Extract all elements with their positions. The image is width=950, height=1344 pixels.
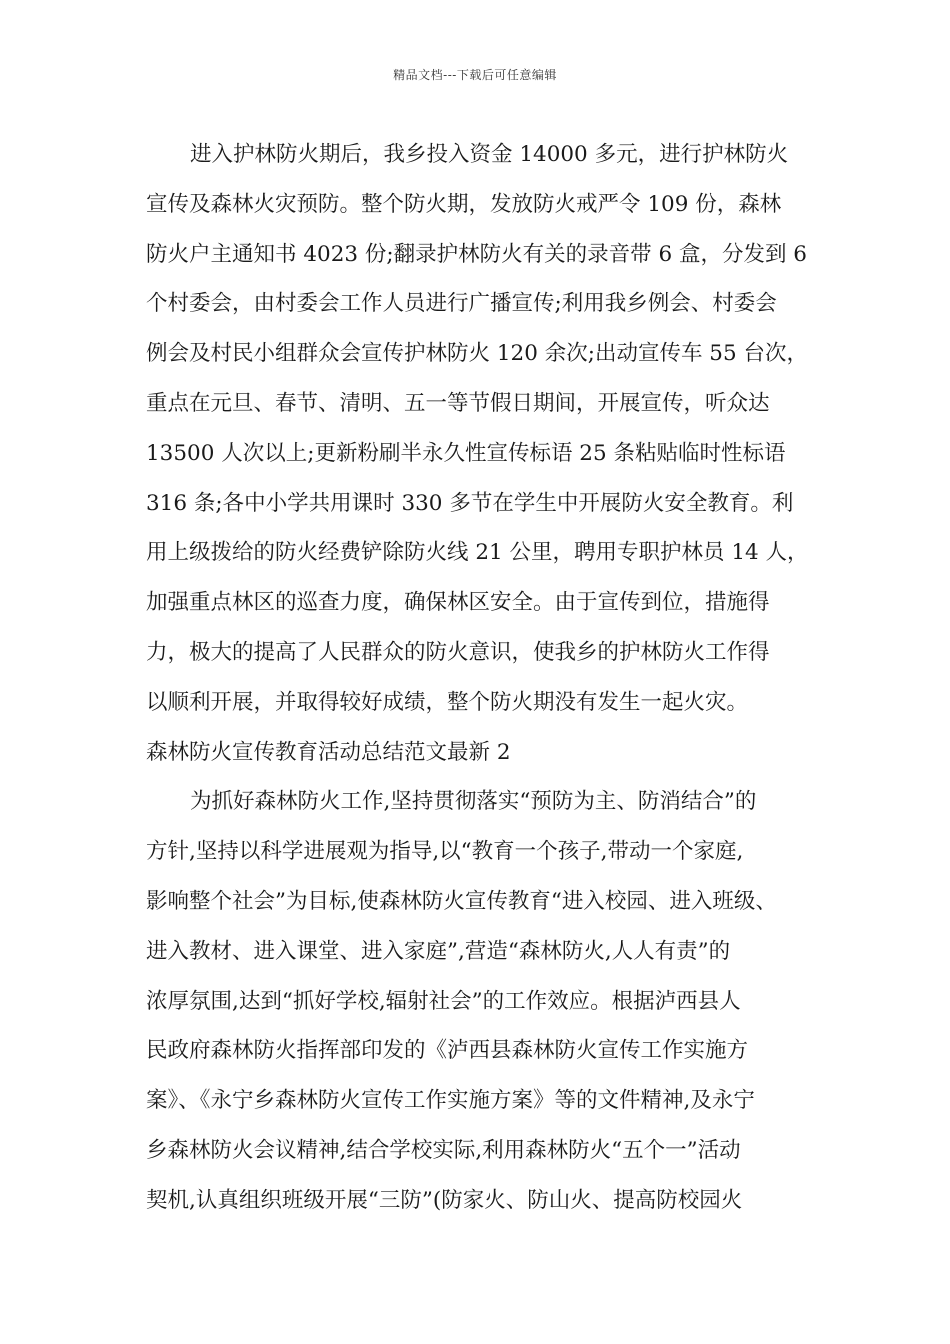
paragraph-1-line: 个村委会，由村委会工作人员进行广播宣传;利用我乡例会、村委会 [146,291,777,317]
paragraph-1-line: 13500 人次以上;更新粉刷半永久性宣传标语 25 条粘贴临时性标语 [146,440,786,466]
paragraph-1-line: 例会及村民小组群众会宣传护林防火 120 余次;出动宣传车 55 台次， [146,341,808,367]
paragraph-2-line: 方针,坚持以科学进展观为指导,以“教育一个孩子,带动一个家庭, [146,839,744,865]
paragraph-2-line: 为抓好森林防火工作,坚持贯彻落实“预防为主、防消结合”的 [190,789,757,815]
paragraph-2-line: 契机,认真组织班级开展“三防”(防家火、防山火、提高防校园火 [146,1187,743,1213]
document-body [146,130,826,1226]
paragraph-2-line: 乡森林防火会议精神,结合学校实际,利用森林防火“五个一”活动 [146,1137,741,1163]
paragraph-1-line: 防火户主通知书 4023 份;翻录护林防火有关的录音带 6 盒，分发到 6 [146,241,807,267]
paragraph-1-line: 加强重点林区的巡查力度，确保林区安全。由于宣传到位，措施得 [146,590,770,616]
paragraph-1-line: 316 条;各中小学共用课时 330 多节在学生中开展防火安全教育。利 [146,490,794,516]
paragraph-1-line: 重点在元旦、春节、清明、五一等节假日期间，开展宣传，听众达 [146,390,770,416]
paragraph-1-line: 以顺利开展，并取得较好成绩，整个防火期没有发生一起火灾。 [146,689,749,715]
paragraph-1-line: 力，极大的提高了人民群众的防火意识，使我乡的护林防火工作得 [146,639,770,665]
paragraph-2-line: 民政府森林防火指挥部印发的《泸西县森林防火宣传工作实施方 [146,1038,749,1064]
paragraph-2-line: 影响整个社会”为目标,使森林防火宣传教育“进入校园、进入班级、 [146,888,777,914]
paragraph-1-line: 进入护林防火期后，我乡投入资金 14000 多元，进行护林防火 [190,142,789,167]
paragraph-2-line: 浓厚氛围,达到“抓好学校,辐射社会”的工作效应。根据泸西县人 [146,988,741,1014]
paragraph-1-line: 用上级拨给的防火经费铲除防火线 21 公里，聘用专职护林员 14 人， [146,540,809,566]
section-heading: 森林防火宣传教育活动总结范文最新 2 [146,739,511,765]
paragraph-2-line: 案》、《永宁乡森林防火宣传工作实施方案》等的文件精神,及永宁 [146,1088,755,1114]
paragraph-2-line: 进入教材、进入课堂、进入家庭”,营造“森林防火,人人有责”的 [146,938,731,964]
page-header: 精品文档---下载后可任意编辑 [393,68,557,82]
paragraph-1-line: 宣传及森林火灾预防。整个防火期，发放防火戒严令 109 份，森林 [146,191,782,217]
